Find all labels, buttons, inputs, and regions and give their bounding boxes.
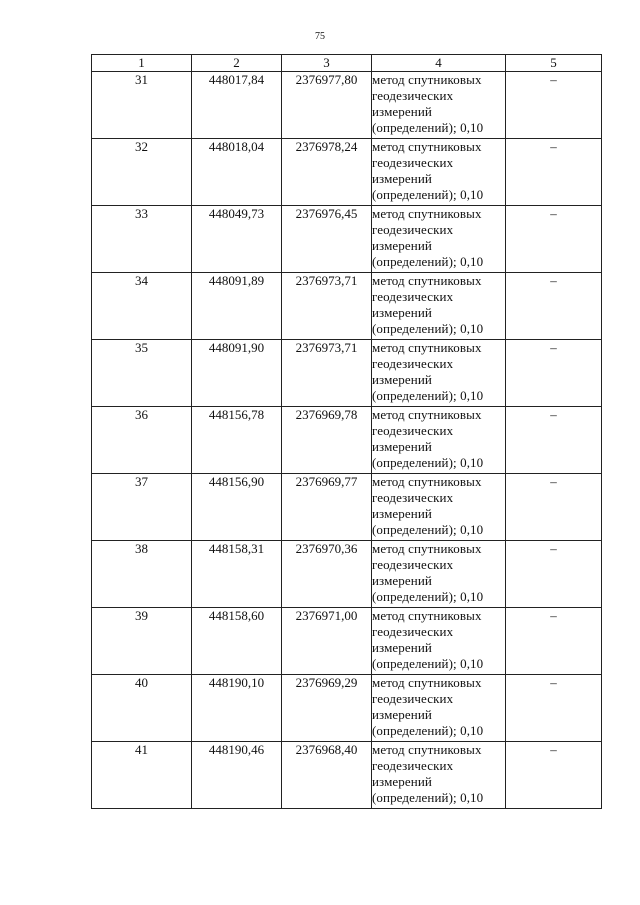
x-coordinate-cell: 448049,73	[192, 206, 282, 273]
x-coordinate-cell: 448156,78	[192, 407, 282, 474]
point-number-cell: 35	[92, 340, 192, 407]
x-coordinate-cell: 448190,46	[192, 742, 282, 809]
note-cell: –	[506, 474, 602, 541]
table-row	[92, 139, 602, 206]
point-number-cell: 37	[92, 474, 192, 541]
table-row	[92, 273, 602, 340]
y-coordinate-cell: 2376976,45	[282, 206, 372, 273]
column-header-3: 3	[282, 55, 372, 72]
method-accuracy-cell: метод спутниковых геодезических измерений (определений); 0,10	[372, 742, 506, 809]
column-header-1: 1	[92, 55, 192, 72]
x-coordinate-cell: 448017,84	[192, 72, 282, 139]
x-coordinate-cell: 448156,90	[192, 474, 282, 541]
method-accuracy-cell: метод спутниковых геодезических измерений (определений); 0,10	[372, 474, 506, 541]
y-coordinate-cell: 2376971,00	[282, 608, 372, 675]
table-header	[92, 55, 602, 72]
table-row	[92, 474, 602, 541]
y-coordinate-cell: 2376968,40	[282, 742, 372, 809]
method-accuracy-cell: метод спутниковых геодезических измерений (определений); 0,10	[372, 407, 506, 474]
x-coordinate-cell: 448091,90	[192, 340, 282, 407]
method-accuracy-cell: метод спутниковых геодезических измерений (определений); 0,10	[372, 541, 506, 608]
x-coordinate-cell: 448158,60	[192, 608, 282, 675]
table-row	[92, 407, 602, 474]
table-row	[92, 742, 602, 809]
point-number-cell: 32	[92, 139, 192, 206]
x-coordinate-cell: 448158,31	[192, 541, 282, 608]
y-coordinate-cell: 2376978,24	[282, 139, 372, 206]
page-number: 75	[315, 31, 325, 42]
table-row	[92, 340, 602, 407]
note-cell: –	[506, 675, 602, 742]
x-coordinate-cell: 448091,89	[192, 273, 282, 340]
point-number-cell: 31	[92, 72, 192, 139]
note-cell: –	[506, 407, 602, 474]
point-number-cell: 33	[92, 206, 192, 273]
point-number-cell: 41	[92, 742, 192, 809]
note-cell: –	[506, 742, 602, 809]
column-header-5: 5	[506, 55, 602, 72]
table-row	[92, 541, 602, 608]
y-coordinate-cell: 2376969,78	[282, 407, 372, 474]
table-row	[92, 206, 602, 273]
table-body	[92, 72, 602, 809]
x-coordinate-cell: 448018,04	[192, 139, 282, 206]
method-accuracy-cell: метод спутниковых геодезических измерений (определений); 0,10	[372, 273, 506, 340]
x-coordinate-cell: 448190,10	[192, 675, 282, 742]
header-row	[92, 55, 602, 72]
method-accuracy-cell: метод спутниковых геодезических измерений (определений); 0,10	[372, 72, 506, 139]
note-cell: –	[506, 340, 602, 407]
table-row	[92, 675, 602, 742]
note-cell: –	[506, 72, 602, 139]
y-coordinate-cell: 2376977,80	[282, 72, 372, 139]
table-row	[92, 608, 602, 675]
method-accuracy-cell: метод спутниковых геодезических измерений (определений); 0,10	[372, 675, 506, 742]
note-cell: –	[506, 608, 602, 675]
point-number-cell: 38	[92, 541, 192, 608]
column-header-2: 2	[192, 55, 282, 72]
point-number-cell: 40	[92, 675, 192, 742]
note-cell: –	[506, 273, 602, 340]
method-accuracy-cell: метод спутниковых геодезических измерений (определений); 0,10	[372, 206, 506, 273]
coordinates-table	[91, 54, 602, 809]
table-row	[92, 72, 602, 139]
method-accuracy-cell: метод спутниковых геодезических измерений (определений); 0,10	[372, 139, 506, 206]
point-number-cell: 34	[92, 273, 192, 340]
note-cell: –	[506, 139, 602, 206]
y-coordinate-cell: 2376973,71	[282, 273, 372, 340]
method-accuracy-cell: метод спутниковых геодезических измерений (определений); 0,10	[372, 608, 506, 675]
note-cell: –	[506, 206, 602, 273]
y-coordinate-cell: 2376970,36	[282, 541, 372, 608]
y-coordinate-cell: 2376969,29	[282, 675, 372, 742]
y-coordinate-cell: 2376969,77	[282, 474, 372, 541]
note-cell: –	[506, 541, 602, 608]
y-coordinate-cell: 2376973,71	[282, 340, 372, 407]
point-number-cell: 36	[92, 407, 192, 474]
column-header-4: 4	[372, 55, 506, 72]
method-accuracy-cell: метод спутниковых геодезических измерений (определений); 0,10	[372, 340, 506, 407]
point-number-cell: 39	[92, 608, 192, 675]
